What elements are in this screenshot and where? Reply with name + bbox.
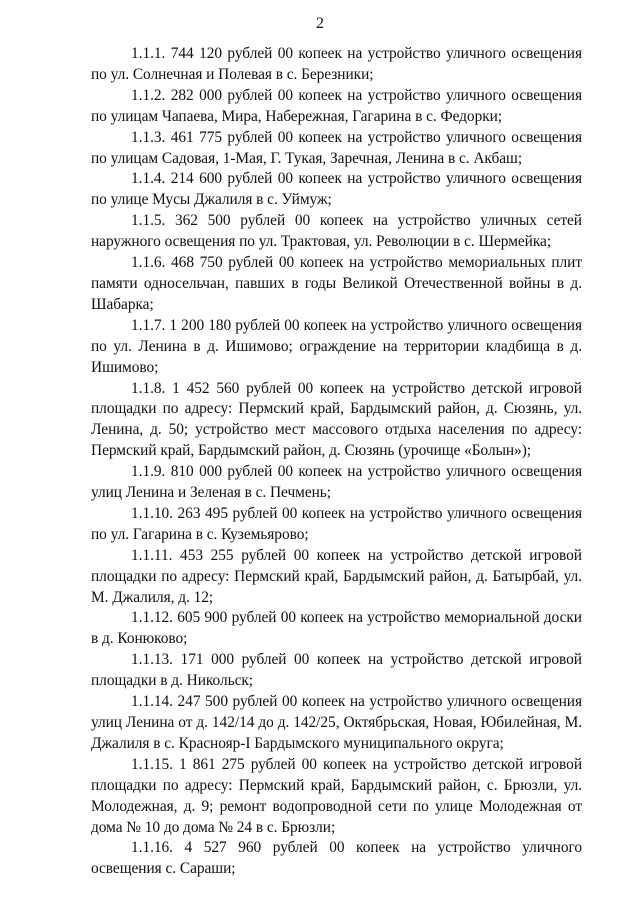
paragraph-1-1-4: 1.1.4. 214 600 рублей 00 копеек на устройство уличного освещения по улице Мусы Джалиля в с. Уймуж;	[91, 170, 582, 209]
document-body	[91, 44, 582, 880]
paragraph-1-1-13: 1.1.13. 171 000 рублей 00 копеек на устройство детской игровой площадки в д. Никольск;	[91, 651, 582, 690]
paragraph-1-1-1: 1.1.1. 744 120 рублей 00 копеек на устройство уличного освещения по ул. Солнечная и Полевая в с. Березники;	[91, 45, 582, 83]
paragraph-1-1-12: 1.1.12. 605 900 рублей 00 копеек на устройство мемориальной доски в д. Конюково;	[91, 609, 582, 648]
paragraph-1-1-14: 1.1.14. 247 500 рублей 00 копеек на устройство уличного освещения улиц Ленина от д. 142/14 до д. 142/25, Октябрьская, Новая, Юбилейная, М. Джалиля в с. Краснояр-I Бардымского муниципального округа;	[91, 693, 582, 752]
paragraph-1-1-7: 1.1.7. 1 200 180 рублей 00 копеек на устройство уличного освещения по ул. Ленина в д. Ишимово; ограждение на территории кладбища в д. Ишимово;	[91, 316, 582, 376]
paragraph-1-1-5: 1.1.5. 362 500 рублей 00 копеек на устройство уличных сетей наружного освещения по ул. Трактовая, ул. Революции в с. Шермейка;	[91, 212, 582, 251]
paragraph-1-1-10: 1.1.10. 263 495 рублей 00 копеек на устройство уличного освещения по ул. Гагарина в с. Куземьярово;	[91, 504, 582, 543]
paragraph-1-1-16: 1.1.16. 4 527 960 рублей 00 копеек на устройство уличного освещения с. Сараши;	[91, 839, 582, 878]
paragraph-1-1-9: 1.1.9. 810 000 рублей 00 копеек на устройство уличного освещения улиц Ленина и Зеленая в с. Печмень;	[91, 463, 582, 502]
page-number: 2	[316, 15, 324, 32]
paragraph-1-1-11: 1.1.11. 453 255 рублей 00 копеек на устройство детской игровой площадки по адресу: Пермский край, Бардымский район, д. Батырбай, ул. М. Джалиля, д. 12;	[91, 546, 582, 606]
paragraph-1-1-2: 1.1.2. 282 000 рублей 00 копеек на устройство уличного освещения по улицам Чапаева, Мира, Набережная, Гагарина в с. Федорки;	[91, 86, 582, 125]
paragraph-1-1-8: 1.1.8. 1 452 560 рублей 00 копеек на устройство детской игровой площадки по адресу: Пермский край, Бардымский район, д. Сюзянь, ул. Ленина, д. 50; устройство мест массового отдыха населения по адресу: Пермский край, Бардымский район, д. Сюзянь (урочище «Болын»);	[91, 379, 582, 460]
paragraph-1-1-3: 1.1.3. 461 775 рублей 00 копеек на устройство уличного освещения по улицам Садовая, 1-Мая, Г. Тукая, Заречная, Ленина в с. Акбаш;	[91, 128, 582, 167]
paragraph-1-1-15: 1.1.15. 1 861 275 рублей 00 копеек на устройство детской игровой площадки по адресу: Пермский край, Бардымский район, с. Брюзли, ул. Молодежная, д. 9; ремонт водопроводной сети по улице Молодежная от дома № 10 до дома № 24 в с. Брюзли;	[91, 755, 582, 836]
paragraph-1-1-6: 1.1.6. 468 750 рублей 00 копеек на устройство мемориальных плит памяти односельчан, павших в годы Великой Отечественной войны в д. Шабарка;	[91, 254, 582, 313]
